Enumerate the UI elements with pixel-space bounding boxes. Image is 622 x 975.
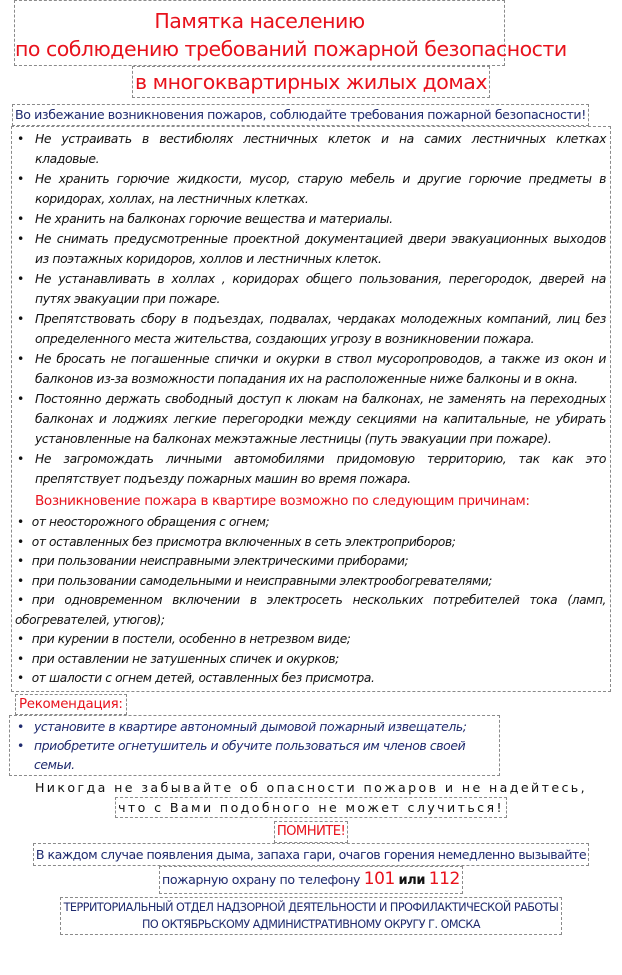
rule-item xyxy=(15,229,606,269)
bullet-icon: • xyxy=(17,651,24,666)
bullet-icon: • xyxy=(17,632,24,646)
causes-heading: Возникновение пожара в квартире возможно по следующим причинам: xyxy=(35,493,530,509)
cause-item xyxy=(15,630,606,650)
recommendation-item xyxy=(10,717,499,736)
bullet-icon: • xyxy=(17,131,24,146)
rule-text: Не устраивать в вестибюлях лестничных клеток и на самих лестничных клетках кладовые. xyxy=(35,131,606,166)
title-frame xyxy=(14,0,567,66)
rule-text: Не загромождать личными автомобилями придомовую территорию, так как это препятствует подъезду пожарных машин во время пожара. xyxy=(35,451,606,486)
bullet-icon: • xyxy=(17,211,24,226)
intro-text: Во избежание возникновения пожаров, соблюдайте требования пожарной безопасности! xyxy=(12,104,589,126)
recommendation-heading: Рекомендация: xyxy=(15,694,127,715)
call-prefix: пожарную охрану по телефону xyxy=(162,871,361,887)
cause-text: от оставленных без присмотра включенных в сеть электроприборов; xyxy=(31,534,456,549)
phone-number-101: 101 xyxy=(363,868,395,889)
rule-item xyxy=(15,269,606,309)
cause-text: при курении в постели, особенно в нетрезвом виде; xyxy=(31,632,351,646)
title-line-3: в многоквартирных жилых домах xyxy=(132,66,490,98)
bullet-icon: • xyxy=(17,534,24,549)
cause-text: при пользовании самодельными и неисправными электрообогревателями; xyxy=(31,573,492,588)
title-line-3-wrap xyxy=(0,66,622,98)
cause-text: при одновременном включении в электросеть нескольких потребителей тока (ламп, обогревателей, утюгов); xyxy=(15,593,606,627)
bullet-icon: • xyxy=(17,554,24,568)
rule-text: Не хранить горючие жидкости, мусор, старую мебель и другие горючие предметы в коридорах, холлах, на лестничных клетках. xyxy=(35,171,606,206)
rule-text: Не снимать предусмотренные проектной документацией двери эвакуационных выходов из поэтажных коридоров, холлов и лестничных клеток. xyxy=(35,231,606,266)
cause-item xyxy=(15,552,606,572)
department-frame xyxy=(60,897,563,935)
warning-line-2: что с Вами подобного не может случиться! xyxy=(115,797,507,818)
call-or: или xyxy=(398,872,426,888)
cause-text: от шалости с огнем детей, оставленных без присмотра. xyxy=(31,671,375,685)
call-line-2-wrap xyxy=(0,866,622,894)
cause-text: от неосторожного обращения с огнем; xyxy=(31,515,270,529)
rule-text: Постоянно держать свободный доступ к люкам на балконах, не заменять на переходных балконах и лоджиях легкие перегородки между секциями на капитальные, не убирать установленные на балконах межэтажные лестницы (путь эвакуации при пожаре). xyxy=(35,391,606,446)
bullet-icon: • xyxy=(17,171,24,186)
rule-item xyxy=(15,169,606,209)
cause-item xyxy=(15,513,606,533)
cause-item xyxy=(15,572,606,592)
rule-item xyxy=(15,349,606,389)
bullet-icon: • xyxy=(17,231,24,246)
rule-text: Не бросать не погашенные спички и окурки в ствол мусоропроводов, а также из окон и балконов из-за возможности попадания их на расположенные ниже балконы и в окна. xyxy=(35,351,606,386)
rule-item xyxy=(15,309,606,349)
bullet-icon: • xyxy=(17,391,24,406)
warning-line-2-wrap xyxy=(0,797,622,818)
title-line-1: Памятка населению xyxy=(154,9,365,33)
cause-item xyxy=(15,591,606,630)
rules-list xyxy=(15,129,606,489)
call-line-2 xyxy=(159,866,463,894)
remember-wrap xyxy=(0,820,622,843)
cause-item xyxy=(15,533,606,553)
rule-text: Препятствовать сбору в подъездах, подвалах, чердаках молодежных компаний, лиц без определенного места жительства, создающих угрозу в возникновении пожара. xyxy=(35,311,606,346)
remember-heading: ПОМНИТЕ! xyxy=(274,821,348,843)
cause-item xyxy=(15,650,606,670)
cause-item xyxy=(15,669,606,689)
rule-item xyxy=(15,129,606,169)
bullet-icon: • xyxy=(17,671,24,685)
recommendation-text: приобретите огнетушитель и обучите пользоваться им членов своей семьи. xyxy=(34,737,466,772)
rule-item xyxy=(15,209,606,229)
rule-item xyxy=(15,449,606,489)
bullet-icon: • xyxy=(17,718,24,734)
cause-text: при оставлении не затушенных спичек и окурков; xyxy=(31,651,339,666)
bullet-icon: • xyxy=(17,451,24,466)
bullet-icon: • xyxy=(17,593,24,607)
rule-text: Не устанавливать в холлах , коридорах общего пользования, перегородок, дверей на путях эвакуации при пожаре. xyxy=(35,271,606,306)
phone-number-112: 112 xyxy=(428,868,460,889)
call-line-1: В каждом случае появления дыма, запаха гари, очагов горения немедленно вызывайте xyxy=(33,843,589,866)
department-wrap xyxy=(0,897,622,935)
rules-frame xyxy=(11,126,611,692)
department-line-2: ПО ОКТЯБРЬСКОМУ АДМИНИСТРАТИВНОМУ ОКРУГУ Г. ОМСКА xyxy=(141,917,480,931)
bullet-icon: • xyxy=(17,515,24,529)
bullet-icon: • xyxy=(17,351,24,366)
bullet-icon: • xyxy=(17,311,24,326)
title-line-2: по соблюдению требований пожарной безопасности xyxy=(15,37,567,61)
department-line-1: ТЕРРИТОРИАЛЬНЫЙ ОТДЕЛ НАДЗОРНОЙ ДЕЯТЕЛЬНОСТИ И ПРОФИЛАКТИЧЕСКОЙ РАБОТЫ xyxy=(63,900,559,914)
bullet-icon: • xyxy=(17,271,24,286)
rule-item xyxy=(15,389,606,449)
causes-list xyxy=(15,513,606,689)
recommendation-list xyxy=(9,715,500,776)
recommendation-item xyxy=(10,736,499,774)
warning-line-1: Никогда не забывайте об опасности пожаров и не надейтесь, xyxy=(34,779,588,795)
rule-text: Не хранить на балконах горючие вещества и материалы. xyxy=(35,211,393,226)
recommendation-text: установите в квартире автономный дымовой пожарный извещатель; xyxy=(34,718,467,734)
bullet-icon: • xyxy=(17,573,24,588)
cause-text: при пользовании неисправными электрическими приборами; xyxy=(31,554,409,568)
call-line-1-wrap xyxy=(0,843,622,866)
bullet-icon: • xyxy=(17,737,24,753)
